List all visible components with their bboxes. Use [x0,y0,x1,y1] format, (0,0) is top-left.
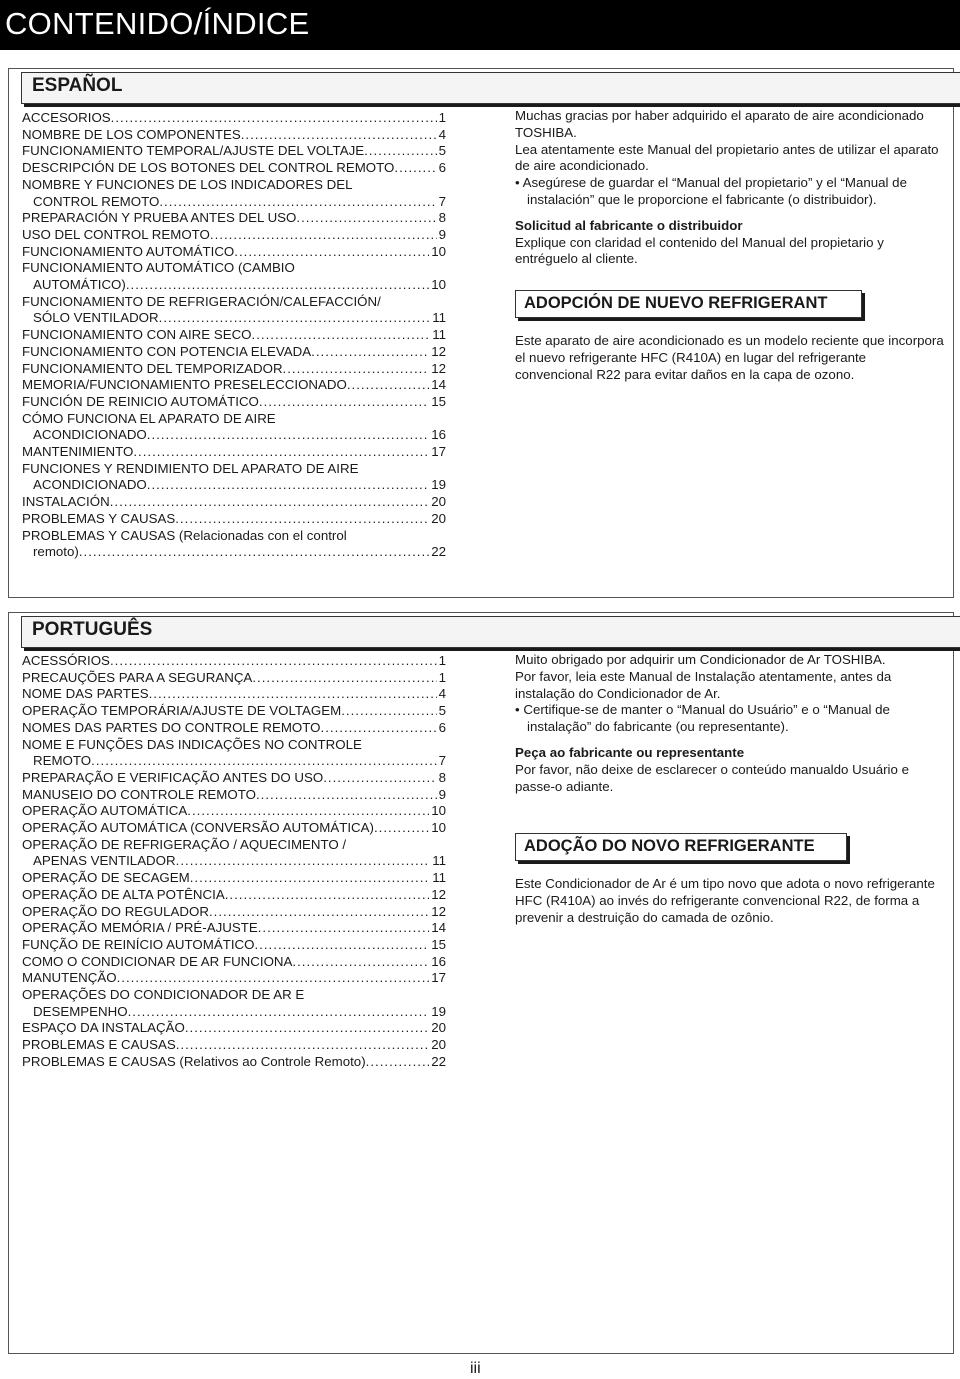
toc-entry-label: USO DEL CONTROL REMOTO [22,226,210,242]
toc-entry-label: ACONDICIONADO [33,477,147,493]
intro-bullet-pt: • Certifique-se de manter o “Manual do Usuário” e o “Manual de instalação” do fabricante (ou representante). [515,702,945,736]
toc-entry [22,787,446,804]
toc-entry-label: MEMORIA/FUNCIONAMIENTO PRESELECCIONADO [22,377,347,393]
toc-leader-dots [159,310,431,327]
toc-entry-label: PROBLEMAS Y CAUSAS [22,510,176,526]
toc-page-number: 7 [438,193,446,209]
toc-entry [22,987,446,1020]
toc-entry-label: OPERAÇÃO AUTOMÁTICA (CONVERSÃO AUTOMÁTICA) [22,820,374,836]
toc-page-number: 14 [431,377,446,393]
toc-entry-label: DESCRIPCIÓN DE LOS BOTONES DEL CONTROL REMOTO [22,160,395,176]
toc-entry-label: APENAS VENTILADOR [33,853,176,869]
intro-thanks-pt: Muito obrigado por adquirir um Condicionador de Ar TOSHIBA. [515,652,886,667]
toc-entry [22,803,446,820]
toc-page-number: 17 [431,970,446,986]
toc-entry [22,686,446,703]
refrigerant-heading-box-portuguese [515,833,847,861]
toc-page-number: 19 [431,477,446,493]
toc-leader-dots [175,511,429,528]
toc-entry-label: CONTROL REMOTO [33,193,160,209]
toc-leader-dots [252,670,436,687]
toc-page-number: 12 [431,360,446,376]
toc-entry-label: FUNCIONAMIENTO TEMPORAL/AJUSTE DEL VOLTAJE [22,143,365,159]
toc-page-number: 15 [431,936,446,952]
toc-page-number: 11 [432,310,446,326]
toc-page-number: 1 [438,653,446,668]
toc-page-number: 4 [438,126,446,142]
toc-entry-label: OPERAÇÕES DO CONDICIONADOR DE AR E [22,987,305,1003]
toc-leader-dots [394,160,436,177]
toc-entry-label: OPERAÇÃO MEMÓRIA / PRÉ-AJUSTE [22,920,258,936]
toc-entry-label: OPERAÇÃO DO REGULADOR [22,903,209,919]
toc-leader-dots [283,361,430,378]
toc-leader-dots [292,954,429,971]
toc-leader-dots [110,653,437,670]
toc-page-number: 12 [431,343,446,359]
toc-page-number: 20 [431,1020,446,1036]
request-heading: Solicitud al fabricante o distribuidor [515,217,743,233]
toc-entry-label: MANTENIMIENTO [22,444,134,460]
toc-leader-dots [185,1020,429,1037]
request-text: Explique con claridad el contenido del Manual del propietario y entréguelo al cliente. [515,234,884,267]
toc-entry [22,820,446,837]
toc-leader-dots [110,494,430,511]
toc-leader-dots [296,210,436,227]
toc-page-number: 8 [438,210,446,226]
toc-entry-label: FUNCIONAMIENTO AUTOMÁTICO (CAMBIO [22,260,295,276]
toc-leader-dots [209,904,429,921]
toc-entry [22,837,446,870]
toc-leader-dots [176,853,431,870]
toc-leader-dots [374,820,429,837]
toc-leader-dots [117,970,430,987]
toc-entry-label: NOME E FUNÇÕES DAS INDICAÇÕES NO CONTROLE [22,736,362,752]
refrigerant-text-spanish [515,333,945,383]
toc-entry [22,260,446,293]
toc-page-number: 22 [431,544,446,560]
toc-entry-label: FUNÇÃO DE REINÍCIO AUTOMÁTICO [22,936,255,952]
toc-leader-dots [128,1004,430,1021]
toc-page-number: 6 [438,719,446,735]
toc-entry-label: OPERAÇÃO DE REFRIGERAÇÃO / AQUECIMENTO / [22,836,347,852]
toc-entry-label: ACONDICIONADO [33,427,147,443]
refrigerant-text-portuguese [515,876,945,926]
toc-leader-dots [341,703,436,720]
toc-leader-dots [91,753,436,770]
toc-leader-dots [149,686,437,703]
toc-entry-label: COMO O CONDICIONAR DE AR FUNCIONA [22,953,293,969]
toc-leader-dots [190,870,430,887]
toc-page-number: 10 [431,820,446,836]
page-number: iii [470,1360,481,1377]
toc-page-number: 16 [431,953,446,969]
toc-leader-dots [133,444,429,461]
toc-entry [22,210,446,227]
toc-entry-label: PROBLEMAS Y CAUSAS (Relacionadas con el control [22,527,347,543]
toc-entry [22,703,446,720]
toc-leader-dots [126,277,429,294]
toc-leader-dots [366,1054,430,1071]
toc-page-number: 15 [431,393,446,409]
toc-entry-label: NOMBRE DE LOS COMPONENTES [22,126,241,142]
toc-entry-label: NOMES DAS PARTES DO CONTROLE REMOTO [22,719,321,735]
toc-entry-label: PRECAUÇÕES PARA A SEGURANÇA [22,669,253,685]
toc-page-number: 6 [438,160,446,176]
toc-page-number: 11 [432,327,446,343]
section-title-box-spanish [21,72,960,104]
toc-entry [22,394,446,411]
toc-leader-dots [252,327,431,344]
toc-entry [22,227,446,244]
toc-entry [22,870,446,887]
toc-page-number: 19 [431,1003,446,1019]
toc-leader-dots [259,394,429,411]
toc-entry-label: ACESSÓRIOS [22,653,110,668]
toc-entry [22,160,446,177]
toc-entry [22,528,446,561]
toc-leader-dots [256,787,437,804]
toc-page-number: 22 [431,1053,446,1069]
toc-entry [22,937,446,954]
toc-page-number: 17 [431,444,446,460]
toc-entry [22,511,446,528]
toc-page-number: 20 [431,510,446,526]
toc-leader-dots [147,427,429,444]
intro-portuguese [515,652,945,795]
intro-spanish [515,108,945,268]
section-title-spanish: ESPAÑOL [32,75,123,96]
toc-entry-label: DESEMPENHO [33,1003,128,1019]
toc-entry [22,143,446,160]
toc-page-number: 10 [431,243,446,259]
request-text-pt: Por favor, não deixe de esclarecer o conteúdo manualdo Usuário e passe-o adiante. [515,761,909,794]
toc-entry [22,377,446,394]
toc-entry [22,494,446,511]
refrigerant-paragraph-spanish: Este aparato de aire acondicionado es un modelo reciente que incorpora el nuevo refrigerante HFC (R410A) en lugar del refrigerante convencional R22 para evitar daños en la capa de ozono. [515,333,944,382]
toc-entry [22,411,446,444]
refrigerant-heading-spanish: ADOPCIÓN DE NUEVO REFRIGERANT [524,294,828,312]
toc-entry-label: FUNCIONES Y RENDIMIENTO DEL APARATO DE AIRE [22,460,359,476]
toc-entry [22,177,446,210]
toc-page-number: 9 [438,786,446,802]
toc-entry-label: MANUTENÇÃO [22,970,117,986]
toc-entry-label: PROBLEMAS E CAUSAS (Relativos ao Controle Remoto) [22,1053,366,1069]
intro-read-manual-pt: Por favor, leia este Manual de Instalação atentamente, antes da instalação do Condicionador de Ar. [515,668,892,701]
toc-entry-label: AUTOMÁTICO) [33,277,126,293]
toc-page-number: 8 [438,769,446,785]
toc-entry [22,461,446,494]
toc-entry-label: MANUSEIO DO CONTROLE REMOTO [22,786,256,802]
toc-entry-label: OPERAÇÃO DE SECAGEM [22,870,190,886]
toc-entry-label: ESPAÇO DA INSTALAÇÃO [22,1020,185,1036]
toc-entry [22,970,446,987]
toc-page-number: 1 [438,669,446,685]
toc-entry [22,127,446,144]
toc-page-number: 1 [438,110,446,125]
toc-page-number: 10 [431,803,446,819]
toc-page-number: 10 [431,277,446,293]
toc-portuguese [22,653,446,1071]
toc-page-number: 12 [431,903,446,919]
toc-leader-dots [364,143,437,160]
refrigerant-paragraph-portuguese: Este Condicionador de Ar é um tipo novo que adota o novo refrigerante HFC (R410A) ao invés do refrigerante convencional R22, de forma a prevenir a destruição do camada de ozônio. [515,876,935,925]
toc-page-number: 14 [431,920,446,936]
request-heading-pt: Peça ao fabricante ou representante [515,744,745,760]
toc-page-number: 9 [438,226,446,242]
toc-leader-dots [234,244,429,261]
toc-entry [22,720,446,737]
toc-entry-label: PREPARAÇÃO E VERIFICAÇÃO ANTES DO USO [22,769,324,785]
toc-entry [22,327,446,344]
toc-entry [22,670,446,687]
toc-entry [22,1054,446,1071]
section-title-box-portuguese [21,616,960,648]
toc-leader-dots [311,344,429,361]
toc-entry [22,110,446,127]
toc-page-number: 7 [438,753,446,769]
toc-page-number: 5 [438,703,446,719]
toc-entry [22,653,446,670]
toc-leader-dots [210,227,437,244]
toc-page-number: 16 [431,427,446,443]
toc-spanish [22,110,446,561]
toc-entry-label: remoto) [33,544,79,560]
toc-entry [22,920,446,937]
toc-leader-dots [225,887,429,904]
toc-page-number: 4 [438,686,446,702]
toc-entry-label: NOMBRE Y FUNCIONES DE LOS INDICADORES DEL [22,176,353,192]
toc-leader-dots [111,110,437,127]
toc-entry-label: NOME DAS PARTES [22,686,149,702]
page-title: CONTENIDO/ÍNDICE [5,6,310,41]
toc-leader-dots [159,194,436,211]
intro-read-manual: Lea atentamente este Manual del propietario antes de utilizar el aparato de aire acondicionado. [515,141,939,174]
toc-entry-label: CÓMO FUNCIONA EL APARATO DE AIRE [22,410,276,426]
toc-entry-label: FUNCIONAMIENTO DE REFRIGERACIÓN/CALEFACCIÓN/ [22,293,381,309]
toc-page-number: 20 [431,1037,446,1053]
toc-entry [22,737,446,770]
toc-entry-label: FUNCIONAMIENTO AUTOMÁTICO [22,243,235,259]
toc-leader-dots [176,1037,430,1054]
toc-leader-dots [79,544,429,561]
toc-leader-dots [347,377,429,394]
toc-entry-label: FUNCIÓN DE REINICIO AUTOMÁTICO [22,393,259,409]
toc-entry [22,1037,446,1054]
toc-entry-label: FUNCIONAMIENTO DEL TEMPORIZADOR [22,360,283,376]
toc-leader-dots [258,920,430,937]
intro-thanks: Muchas gracias por haber adquirido el aparato de aire acondicionado TOSHIBA. [515,108,924,140]
toc-entry-label: OPERAÇÃO TEMPORÁRIA/AJUSTE DE VOLTAGEM [22,703,342,719]
toc-entry-label: INSTALACIÓN [22,494,110,510]
toc-entry-label: REMOTO [33,753,92,769]
toc-entry [22,1020,446,1037]
toc-leader-dots [254,937,429,954]
toc-entry-label: SÓLO VENTILADOR [33,310,159,326]
toc-page-number: 11 [432,870,446,886]
toc-entry-label: PROBLEMAS E CAUSAS [22,1037,176,1053]
toc-leader-dots [323,770,436,787]
toc-page-number: 20 [431,494,446,510]
toc-entry-label: PREPARACIÓN Y PRUEBA ANTES DEL USO [22,210,297,226]
refrigerant-heading-portuguese: ADOÇÃO DO NOVO REFRIGERANTE [524,837,815,855]
section-title-portuguese: PORTUGUÊS [32,619,153,640]
toc-entry [22,344,446,361]
toc-entry [22,294,446,327]
toc-entry [22,770,446,787]
toc-leader-dots [321,720,437,737]
toc-entry [22,887,446,904]
toc-entry-label: FUNCIONAMIENTO CON POTENCIA ELEVADA [22,343,312,359]
toc-entry [22,244,446,261]
toc-entry-label: ACCESORIOS [22,110,111,125]
toc-page-number: 12 [431,886,446,902]
toc-page-number: 5 [438,143,446,159]
toc-entry [22,361,446,378]
toc-leader-dots [187,803,429,820]
toc-entry [22,904,446,921]
intro-bullet: • Asegúrese de guardar el “Manual del propietario” y el “Manual de instalación” que le proporcione el fabricante (o distribuidor). [515,175,945,209]
toc-entry-label: OPERAÇÃO DE ALTA POTÊNCIA [22,886,225,902]
toc-leader-dots [147,477,429,494]
toc-page-number: 11 [432,853,446,869]
toc-entry-label: OPERAÇÃO AUTOMÁTICA [22,803,188,819]
toc-entry [22,444,446,461]
toc-leader-dots [241,127,437,144]
refrigerant-heading-box-spanish [515,290,862,318]
toc-entry [22,954,446,971]
page-header [0,0,960,50]
toc-entry-label: FUNCIONAMIENTO CON AIRE SECO [22,327,252,343]
